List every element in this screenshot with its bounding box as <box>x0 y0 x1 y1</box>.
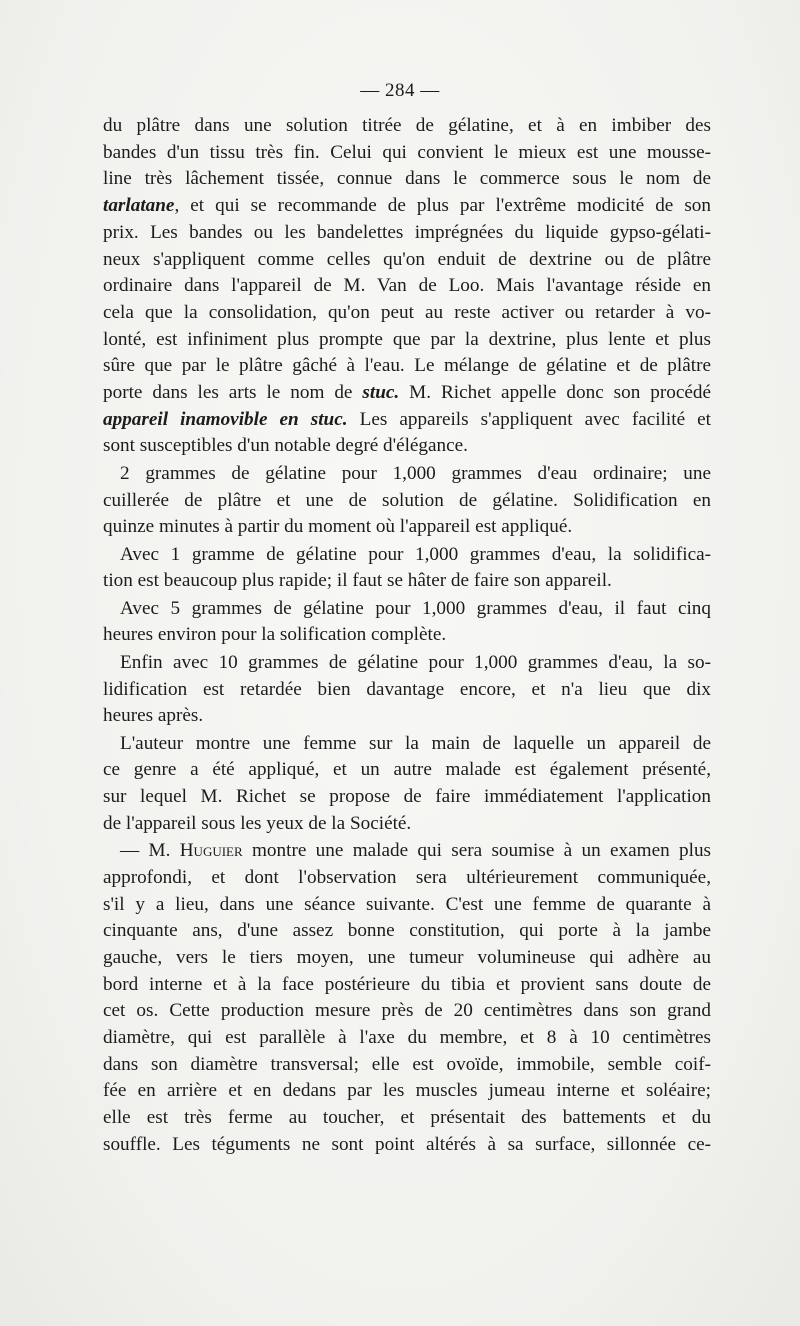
text-line: de l'appareil sous les yeux de la Société. <box>103 812 412 834</box>
text-line: bandes d'un tissu très fin. Celui qui convient le mieux est une mousse- <box>103 141 711 163</box>
text-line: prix. Les bandes ou les bandelettes imprégnées du liquide gypso-gélati- <box>103 221 711 243</box>
text-line <box>103 838 711 865</box>
text-line: heures environ pour la solification complète. <box>103 624 447 646</box>
text-line: quinze minutes à partir du moment où l'appareil est appliqué. <box>103 516 573 538</box>
text-line: neux s'appliquent comme celles qu'on enduit de dextrine ou de plâtre <box>103 248 711 270</box>
paragraph-author-demo <box>103 731 711 838</box>
text-fragment: — M. <box>120 840 180 862</box>
text-line <box>103 380 711 407</box>
text-line: approfondi, et dont l'observation sera ultérieurement communiquée, <box>103 866 711 888</box>
paragraph-continuation <box>103 113 711 460</box>
text-line: cinquante ans, d'une assez bonne constitution, qui porte à la jambe <box>103 920 711 942</box>
italic-term: appareil inamovible en stuc. <box>103 408 348 430</box>
text-line: ce genre a été appliqué, et un autre malade est également présenté, <box>103 759 711 781</box>
text-line: heures après. <box>103 705 204 727</box>
text-line: sûre que par le plâtre gâché à l'eau. Le mélange de gélatine et de plâtre <box>103 355 711 377</box>
text-line: lonté, est infiniment plus prompte que par la dextrine, plus lente et plus <box>103 328 711 350</box>
text-line: 2 grammes de gélatine pour 1,000 grammes d'eau ordinaire; une <box>120 462 711 484</box>
body-text <box>103 113 711 1159</box>
italic-term: tarlatane <box>103 195 175 217</box>
text-line: fée en arrière et en dedans par les muscles jumeau interne et soléaire; <box>103 1080 711 1102</box>
text-line: L'auteur montre une femme sur la main de laquelle un appareil de <box>120 732 711 754</box>
speaker-name: Huguier <box>179 840 243 862</box>
text-line: souffle. Les téguments ne sont point altérés à sa surface, sillonnée ce- <box>103 1133 711 1155</box>
text-line: dans son diamètre transversal; elle est ovoïde, immobile, semble coif- <box>103 1053 711 1075</box>
italic-term: stuc. <box>362 382 400 404</box>
text-fragment: , et qui se recommande de plus par l'extrême modicité de son <box>174 195 711 217</box>
text-line: gauche, vers le tiers moyen, une tumeur volumineuse qui adhère au <box>103 946 711 968</box>
text-line: cet os. Cette production mesure près de 20 centimètres dans son grand <box>103 1000 711 1022</box>
text-line: cuillerée de plâtre et une de solution de gélatine. Solidification en <box>103 489 711 511</box>
text-fragment: Les appareils s'appliquent avec facilité et <box>347 408 711 430</box>
text-line: bord interne et à la face postérieure du tibia et provient sans doute de <box>103 973 711 995</box>
page-number: — 284 — <box>360 80 440 101</box>
text-line: sur lequel M. Richet se propose de faire immédiatement l'application <box>103 786 711 808</box>
paragraph-gelatine-2g <box>103 461 711 541</box>
text-line <box>103 193 711 220</box>
paragraph-gelatine-1g <box>103 542 711 595</box>
text-line: line très lâchement tissée, connue dans le commerce sous le nom de <box>103 168 711 190</box>
text-line: s'il y a lieu, dans une séance suivante. C'est une femme de quarante à <box>103 893 711 915</box>
text-line: du plâtre dans une solution titrée de gélatine, et à en imbiber des <box>103 115 711 136</box>
paragraph-huguier <box>103 838 711 1158</box>
text-line <box>103 407 711 434</box>
text-line: elle est très ferme au toucher, et présentait des battements et du <box>103 1107 711 1129</box>
text-fragment: M. Richet appelle donc son procédé <box>399 382 712 404</box>
text-line: diamètre, qui est parallèle à l'axe du membre, et 8 à 10 centimètres <box>103 1027 711 1049</box>
text-line: Avec 1 gramme de gélatine pour 1,000 grammes d'eau, la solidifica- <box>120 543 711 565</box>
paragraph-gelatine-10g <box>103 650 711 730</box>
text-fragment: porte dans les arts le nom de <box>103 382 363 404</box>
text-line: lidification est retardée bien davantage encore, et n'a lieu que dix <box>103 678 711 700</box>
paragraph-gelatine-5g <box>103 596 711 649</box>
text-line: ordinaire dans l'appareil de M. Van de Loo. Mais l'avantage réside en <box>103 275 711 297</box>
text-fragment: montre une malade qui sera soumise à un examen plus <box>242 840 712 862</box>
text-line: Enfin avec 10 grammes de gélatine pour 1,000 grammes d'eau, la so- <box>120 651 711 673</box>
text-line: tion est beaucoup plus rapide; il faut se hâter de faire son appareil. <box>103 570 612 592</box>
text-line: sont susceptibles d'un notable degré d'élégance. <box>103 435 468 457</box>
text-line: Avec 5 grammes de gélatine pour 1,000 grammes d'eau, il faut cinq <box>120 597 711 619</box>
text-line: cela que la consolidation, qu'on peut au reste activer ou retarder à vo- <box>103 301 711 323</box>
